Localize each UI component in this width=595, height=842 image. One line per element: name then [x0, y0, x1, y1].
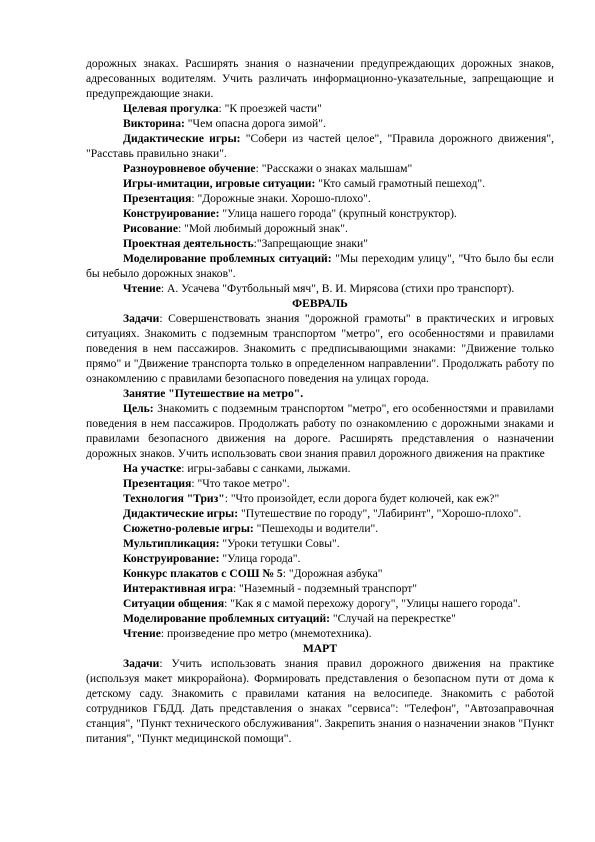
document-page [86, 56, 554, 746]
activity-text: "Пешеходы и водители". [253, 522, 379, 535]
intro-paragraph: дорожных знаках. Расширять знания о назначении предупреждающих дорожных знаков, адресованных водителям. Учить различать информационно-указательные, запрещающие и предупреждающие знаки. [86, 57, 554, 100]
activity-label: Ситуации общения [123, 597, 225, 610]
activity-line [86, 221, 554, 236]
goal-text: Знакомить с подземным транспортом "метро", его особенностями и правилами поведения в нем пассажиров. Продолжать работу по ознакомлению с дорожными знаками и правилами безопасного движения на дороге. Расширять представления о назначении дорожных знаков. Учить использовать свои знания правил дорожного движения на практике [86, 402, 554, 460]
activity-line [86, 611, 554, 626]
activity-line [86, 626, 554, 641]
activity-label: Игры-имитации, игровые ситуации: [123, 177, 316, 190]
activity-line [86, 176, 554, 191]
activity-text: : "Дорожная азбука" [282, 567, 383, 580]
activity-label: Проектная деятельность [123, 237, 254, 250]
activity-label: Чтение [123, 282, 161, 295]
activity-line [86, 521, 554, 536]
activity-label: Презентация [123, 477, 192, 490]
lesson-title-text: Занятие "Путешествие на метро". [123, 387, 304, 400]
activity-line [86, 281, 554, 296]
activity-text: "Улица нашего города" (крупный конструктор). [219, 207, 457, 220]
activity-text: : "Что такое метро". [191, 477, 290, 490]
tasks-label: Задачи [123, 657, 160, 670]
activity-label: Сюжетно-ролевые игры: [123, 522, 254, 535]
activity-text: "Кто самый грамотный пешеход". [315, 177, 485, 190]
activity-line [86, 116, 554, 131]
activity-label: Конструирование: [123, 207, 220, 220]
activity-text: : "Как я с мамой перехожу дорогу", "Улицы нашего города". [224, 597, 521, 610]
activity-text: "Путешествие по городу", "Лабиринт", "Хорошо-плохо". [238, 507, 522, 520]
goal-label: Цель: [123, 402, 154, 415]
activity-text: "Мы переходим улицу", "Что было бы если бы небыло дорожных знаков". [86, 252, 555, 280]
activity-text: : "Дорожные знаки. Хорошо-плохо". [191, 192, 371, 205]
activity-label: Целевая прогулка [123, 102, 219, 115]
activity-line [86, 491, 554, 506]
month-heading-february: ФЕВРАЛЬ [292, 297, 348, 310]
tasks-text: : Совершенствовать знания "дорожной грамоты" в практических и игровых ситуациях. Знакомить с подземным транспортом "метро", его особенностями и правилами поведения в нем пассажиров. Знакомить с предписывающими знаками: "Движение только прямо" и "Движение транспорта только в определенном направлении". Продолжать работу по ознакомлению с правилами безопасного поведения на улицах города. [86, 312, 554, 385]
activity-line [86, 596, 554, 611]
activity-label: Викторина: [123, 117, 185, 130]
activity-line [86, 461, 554, 476]
activity-label: Дидактические игры: [123, 132, 241, 145]
activity-line [86, 581, 554, 596]
february-goal [86, 401, 554, 461]
activity-text: "Случай на перекрестке" [329, 612, 456, 625]
activity-label: Конструирование: [123, 552, 220, 565]
january-activities [86, 101, 554, 296]
activity-line [86, 506, 554, 521]
activity-text: : А. Усачева "Футбольный мяч", В. И. Мирясова (стихи про транспорт). [160, 282, 515, 295]
activity-label: Технология "Триз" [123, 492, 225, 505]
tasks-label: Задачи [123, 312, 160, 325]
lesson-title [86, 386, 554, 401]
february-tasks [86, 311, 554, 386]
activity-text: : "Расскажи о знаках малышам" [255, 162, 413, 175]
activity-label: Конкурс плакатов с СОШ № 5 [123, 567, 283, 580]
activity-line [86, 101, 554, 116]
activity-text: : произведение про метро (мнемотехника). [160, 627, 372, 640]
activity-text: "Уроки тетушки Совы". [219, 537, 340, 550]
activity-label: Интерактивная игра [123, 582, 233, 595]
activity-text: : "Что произойдет, если дорога будет колючей, как еж?" [224, 492, 500, 505]
activity-line [86, 236, 554, 251]
activity-label: Рисование [123, 222, 178, 235]
activity-line [86, 206, 554, 221]
march-tasks [86, 656, 554, 746]
activity-label: На участке [123, 462, 182, 475]
activity-label: Презентация [123, 192, 192, 205]
month-heading-march: МАРТ [302, 642, 338, 655]
activity-text: "Улица города". [219, 552, 301, 565]
activity-label: Чтение [123, 627, 161, 640]
activity-text: : "К проезжей части" [218, 102, 322, 115]
tasks-text: : Учить использовать знания правил дорожного движения на практике (используя макет микрорайона). Формировать представления о безопасном пути от дома к детскому саду. Знакомить с правилами катания на велосипеде. Знакомить с работой сотрудников ГБДД. Дать представления о знаках "сервиса": "Телефон", "Автозаправочная станция", "Пункт технического обслуживания". Закрепить знания о назначении знаков "Пункт питания", "Пункт медицинской помощи". [86, 657, 554, 745]
activity-line [86, 536, 554, 551]
activity-label: Разноуровневое обучение [123, 162, 256, 175]
activity-text: : "Наземный - подземный транспорт" [232, 582, 418, 595]
february-activities [86, 461, 554, 641]
activity-line [86, 161, 554, 176]
activity-line [86, 191, 554, 206]
activity-text: : игры-забавы с санками, лыжами. [181, 462, 351, 475]
activity-label: Дидактические игры: [123, 507, 239, 520]
activity-label: Моделирование проблемных ситуаций: [123, 252, 332, 265]
activity-line [86, 251, 554, 281]
activity-text: "Чем опасна дорога зимой". [184, 117, 326, 130]
activity-line [86, 131, 554, 161]
activity-line [86, 551, 554, 566]
activity-text: "Собери из частей целое", "Правила дорожного движения", "Расставь правильно знаки". [86, 132, 554, 160]
activity-line [86, 566, 554, 581]
activity-text: : "Мой любимый дорожный знак". [177, 222, 348, 235]
activity-label: Моделирование проблемных ситуаций: [123, 612, 330, 625]
activity-line [86, 476, 554, 491]
activity-text: :"Запрещающие знаки" [253, 237, 368, 250]
activity-label: Мультипликация: [123, 537, 220, 550]
